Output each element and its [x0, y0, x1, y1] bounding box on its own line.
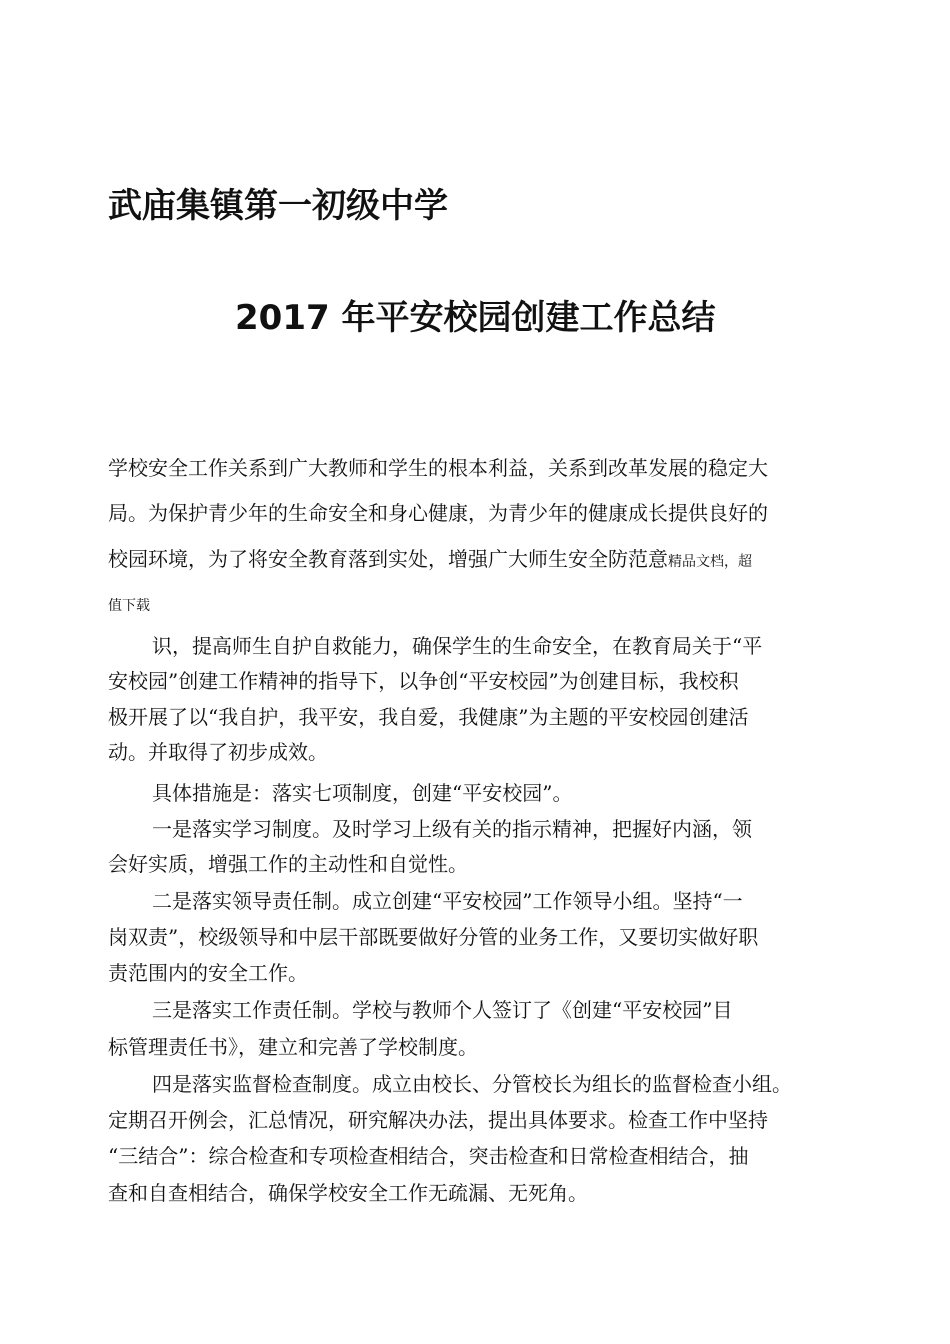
body-line: 责范围内的安全工作。	[108, 961, 308, 985]
body-line: 查和自查相结合，确保学校安全工作无疏漏、无死角。	[108, 1181, 588, 1205]
watermark-line: 值下载	[108, 598, 150, 614]
body-line: 会好实质，增强工作的主动性和自觉性。	[108, 852, 468, 876]
body-line: 学校安全工作关系到广大教师和学生的根本利益，关系到改革发展的稳定大	[108, 456, 768, 480]
body-line: 识，提高师生自护自救能力，确保学生的生命安全，在教育局关于“平	[152, 634, 763, 658]
body-line: 极开展了以“我自护，我平安，我自爱，我健康”为主题的平安校园创建活	[108, 705, 749, 729]
body-line: 四是落实监督检查制度。成立由校长、分管校长为组长的监督检查小组。	[152, 1072, 792, 1096]
body-line: 三是落实工作责任制。学校与教师个人签订了《创建“平安校园”目	[152, 998, 733, 1022]
body-line: “三结合”：综合检查和专项检查相结合，突击检查和日常检查相结合，抽	[108, 1144, 749, 1168]
body-line: 二是落实领导责任制。成立创建“平安校园”工作领导小组。坚持“一	[152, 889, 743, 913]
body-line: 动。并取得了初步成效。	[108, 740, 328, 764]
body-line: 岗双责”，校级领导和中层干部既要做好分管的业务工作，又要切实做好职	[108, 925, 759, 949]
document-title: 2017 年平安校园创建工作总结	[235, 298, 716, 338]
body-line-text: 校园环境，为了将安全教育落到实处，增强广大师生安全防范意	[108, 547, 668, 571]
body-line: 定期召开例会，汇总情况，研究解决办法，提出具体要求。检查工作中坚持	[108, 1108, 768, 1132]
school-name: 武庙集镇第一初级中学	[108, 186, 448, 226]
body-line: 一是落实学习制度。及时学习上级有关的指示精神，把握好内涵，领	[152, 817, 752, 841]
body-line	[108, 545, 752, 576]
body-line: 安校园”创建工作精神的指导下，以争创“平安校园”为创建目标，我校积	[108, 669, 739, 693]
watermark-text: 精品文档，超	[668, 554, 752, 570]
body-line: 具体措施是：落实七项制度，创建“平安校园”。	[152, 781, 573, 805]
body-line: 局。为保护青少年的生命安全和身心健康，为青少年的健康成长提供良好的	[108, 501, 768, 525]
body-line: 标管理责任书》，建立和完善了学校制度。	[108, 1035, 478, 1059]
